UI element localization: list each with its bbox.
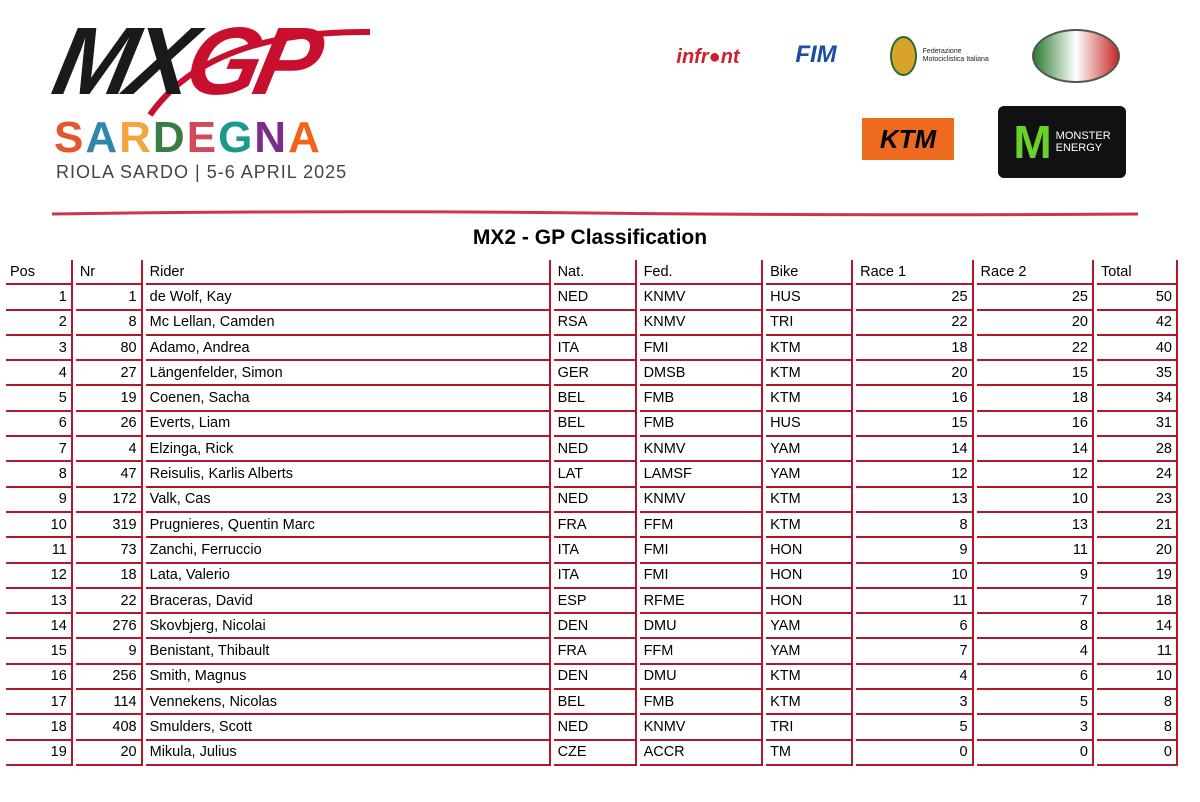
cell-bike: TRI	[766, 311, 853, 336]
cell-fed: RFME	[640, 589, 764, 614]
sardinia-logo	[1032, 26, 1120, 86]
cell-nr: 9	[76, 639, 143, 664]
cell-pos: 9	[6, 488, 73, 513]
cell-race2: 12	[977, 462, 1094, 487]
cell-nat: DEN	[554, 665, 637, 690]
cell-race1: 14	[856, 437, 973, 462]
energy-word: ENERGY	[1055, 142, 1103, 154]
cell-total: 19	[1097, 564, 1178, 589]
table-row	[6, 462, 1178, 487]
cell-race1: 25	[856, 285, 973, 310]
cell-pos: 2	[6, 311, 73, 336]
table-row	[6, 589, 1178, 614]
cell-pos: 10	[6, 513, 73, 538]
table-row	[6, 690, 1178, 715]
cell-fed: KNMV	[640, 715, 764, 740]
event-subtitle: RIOLA SARDO | 5-6 APRIL 2025	[56, 162, 348, 182]
cell-race2: 9	[977, 564, 1094, 589]
event-name-letter: S	[54, 113, 86, 162]
cell-nat: ITA	[554, 336, 637, 361]
table-row	[6, 386, 1178, 411]
cell-rider: Benistant, Thibault	[146, 639, 551, 664]
event-name-letter: G	[218, 113, 255, 162]
cell-race2: 14	[977, 437, 1094, 462]
cell-race1: 22	[856, 311, 973, 336]
cell-rider: Reisulis, Karlis Alberts	[146, 462, 551, 487]
cell-pos: 12	[6, 564, 73, 589]
monster-claw-icon: M	[1013, 116, 1052, 168]
cell-nat: FRA	[554, 639, 637, 664]
cell-total: 21	[1097, 513, 1178, 538]
cell-total: 50	[1097, 285, 1178, 310]
cell-fed: LAMSF	[640, 462, 764, 487]
cell-bike: KTM	[766, 336, 853, 361]
cell-total: 8	[1097, 715, 1178, 740]
cell-nr: 47	[76, 462, 143, 487]
cell-race2: 10	[977, 488, 1094, 513]
cell-rider: Everts, Liam	[146, 412, 551, 437]
cell-race1: 0	[856, 741, 973, 766]
cell-bike: HON	[766, 564, 853, 589]
cell-rider: Smulders, Scott	[146, 715, 551, 740]
table-row	[6, 715, 1178, 740]
cell-nat: NED	[554, 437, 637, 462]
cell-fed: FMI	[640, 564, 764, 589]
column-header-rider: Rider	[146, 260, 551, 285]
cell-nat: RSA	[554, 311, 637, 336]
cell-rider: Lata, Valerio	[146, 564, 551, 589]
cell-race2: 13	[977, 513, 1094, 538]
cell-nr: 27	[76, 361, 143, 386]
cell-nr: 276	[76, 614, 143, 639]
cell-total: 28	[1097, 437, 1178, 462]
event-name-letter: A	[288, 113, 322, 162]
cell-total: 42	[1097, 311, 1178, 336]
cell-nr: 4	[76, 437, 143, 462]
table-row	[6, 614, 1178, 639]
cell-nr: 22	[76, 589, 143, 614]
cell-pos: 5	[6, 386, 73, 411]
cell-bike: KTM	[766, 386, 853, 411]
monster-wordmark	[1056, 130, 1111, 154]
header-divider	[52, 210, 1138, 218]
cell-nat: ESP	[554, 589, 637, 614]
cell-rider: Coenen, Sacha	[146, 386, 551, 411]
cell-race2: 8	[977, 614, 1094, 639]
cell-bike: YAM	[766, 462, 853, 487]
cell-pos: 4	[6, 361, 73, 386]
fmi-badge-icon	[890, 36, 917, 76]
cell-nr: 172	[76, 488, 143, 513]
table-row	[6, 361, 1178, 386]
cell-race1: 12	[856, 462, 973, 487]
cell-total: 34	[1097, 386, 1178, 411]
cell-nr: 73	[76, 538, 143, 563]
cell-race2: 3	[977, 715, 1094, 740]
cell-rider: de Wolf, Kay	[146, 285, 551, 310]
cell-rider: Mikula, Julius	[146, 741, 551, 766]
cell-fed: FMB	[640, 412, 764, 437]
cell-nat: BEL	[554, 386, 637, 411]
cell-nat: ITA	[554, 564, 637, 589]
table-header-row	[6, 260, 1178, 285]
cell-race2: 5	[977, 690, 1094, 715]
cell-fed: DMU	[640, 614, 764, 639]
cell-total: 31	[1097, 412, 1178, 437]
cell-rider: Mc Lellan, Camden	[146, 311, 551, 336]
column-header-bike: Bike	[766, 260, 853, 285]
cell-bike: YAM	[766, 614, 853, 639]
cell-pos: 6	[6, 412, 73, 437]
page-title: MX2 - GP Classification	[472, 226, 708, 249]
cell-race1: 11	[856, 589, 973, 614]
cell-rider: Braceras, David	[146, 589, 551, 614]
cell-race1: 3	[856, 690, 973, 715]
cell-rider: Adamo, Andrea	[146, 336, 551, 361]
cell-race1: 4	[856, 665, 973, 690]
ktm-logo: KTM	[862, 118, 954, 160]
cell-pos: 11	[6, 538, 73, 563]
event-name-letter: N	[254, 113, 289, 162]
cell-race1: 10	[856, 564, 973, 589]
cell-nr: 408	[76, 715, 143, 740]
cell-nr: 114	[76, 690, 143, 715]
cell-nr: 319	[76, 513, 143, 538]
cell-pos: 3	[6, 336, 73, 361]
table-row	[6, 741, 1178, 766]
cell-total: 0	[1097, 741, 1178, 766]
page-header	[0, 0, 1200, 230]
cell-pos: 14	[6, 614, 73, 639]
cell-bike: KTM	[766, 361, 853, 386]
cell-nat: DEN	[554, 614, 637, 639]
cell-pos: 19	[6, 741, 73, 766]
cell-race2: 4	[977, 639, 1094, 664]
cell-nr: 26	[76, 412, 143, 437]
cell-total: 23	[1097, 488, 1178, 513]
cell-nat: NED	[554, 488, 637, 513]
table-row	[6, 336, 1178, 361]
cell-fed: FMI	[640, 538, 764, 563]
cell-total: 35	[1097, 361, 1178, 386]
cell-race1: 5	[856, 715, 973, 740]
cell-fed: KNMV	[640, 285, 764, 310]
cell-race1: 20	[856, 361, 973, 386]
infront-logo: infr●nt	[676, 45, 740, 68]
cell-rider: Skovbjerg, Nicolai	[146, 614, 551, 639]
cell-bike: TRI	[766, 715, 853, 740]
cell-total: 24	[1097, 462, 1178, 487]
cell-fed: KNMV	[640, 311, 764, 336]
column-header-nr: Nr	[76, 260, 143, 285]
cell-bike: YAM	[766, 437, 853, 462]
cell-bike: YAM	[766, 639, 853, 664]
cell-bike: HON	[766, 589, 853, 614]
cell-nat: NED	[554, 285, 637, 310]
cell-race2: 7	[977, 589, 1094, 614]
cell-bike: KTM	[766, 513, 853, 538]
mxgp-logo	[44, 8, 327, 115]
cell-race2: 11	[977, 538, 1094, 563]
table-row	[6, 311, 1178, 336]
cell-total: 40	[1097, 336, 1178, 361]
column-header-race2: Race 2	[977, 260, 1094, 285]
cell-nat: ITA	[554, 538, 637, 563]
cell-pos: 7	[6, 437, 73, 462]
event-name-letter: R	[119, 113, 153, 162]
cell-race1: 18	[856, 336, 973, 361]
cell-pos: 1	[6, 285, 73, 310]
cell-bike: KTM	[766, 488, 853, 513]
fim-logo: FIM	[795, 41, 837, 68]
cell-rider: Prugnieres, Quentin Marc	[146, 513, 551, 538]
cell-bike: TM	[766, 741, 853, 766]
table-row	[6, 412, 1178, 437]
cell-race1: 6	[856, 614, 973, 639]
cell-rider: Elzinga, Rick	[146, 437, 551, 462]
event-name-letter: A	[85, 113, 120, 162]
cell-fed: FMI	[640, 336, 764, 361]
table-row	[6, 538, 1178, 563]
cell-fed: FFM	[640, 513, 764, 538]
cell-race1: 13	[856, 488, 973, 513]
cell-rider: Längenfelder, Simon	[146, 361, 551, 386]
cell-nat: NED	[554, 715, 637, 740]
cell-nat: BEL	[554, 412, 637, 437]
cell-race1: 15	[856, 412, 973, 437]
cell-rider: Zanchi, Ferruccio	[146, 538, 551, 563]
table-row	[6, 488, 1178, 513]
cell-total: 11	[1097, 639, 1178, 664]
cell-nr: 1	[76, 285, 143, 310]
cell-nat: FRA	[554, 513, 637, 538]
cell-fed: FMB	[640, 690, 764, 715]
cell-race2: 6	[977, 665, 1094, 690]
cell-nat: CZE	[554, 741, 637, 766]
column-header-fed: Fed.	[640, 260, 764, 285]
table-row	[6, 639, 1178, 664]
cell-bike: HON	[766, 538, 853, 563]
cell-race1: 8	[856, 513, 973, 538]
cell-pos: 15	[6, 639, 73, 664]
cell-race2: 0	[977, 741, 1094, 766]
cell-fed: DMSB	[640, 361, 764, 386]
cell-race2: 15	[977, 361, 1094, 386]
cell-total: 18	[1097, 589, 1178, 614]
cell-pos: 17	[6, 690, 73, 715]
cell-bike: HUS	[766, 285, 853, 310]
cell-race2: 16	[977, 412, 1094, 437]
cell-fed: ACCR	[640, 741, 764, 766]
cell-rider: Valk, Cas	[146, 488, 551, 513]
classification-table	[3, 260, 1181, 766]
cell-bike: KTM	[766, 690, 853, 715]
event-name-letter: D	[152, 113, 187, 162]
cell-rider: Vennekens, Nicolas	[146, 690, 551, 715]
cell-nat: BEL	[554, 690, 637, 715]
table-row	[6, 513, 1178, 538]
cell-fed: KNMV	[640, 488, 764, 513]
cell-nr: 19	[76, 386, 143, 411]
logo-mx: MX	[44, 8, 200, 115]
cell-nr: 256	[76, 665, 143, 690]
cell-nr: 20	[76, 741, 143, 766]
event-name-letter: E	[186, 113, 219, 162]
cell-nr: 80	[76, 336, 143, 361]
sardinia-badge-icon	[1032, 29, 1120, 83]
cell-race2: 22	[977, 336, 1094, 361]
cell-race1: 16	[856, 386, 973, 411]
table-row	[6, 564, 1178, 589]
cell-race2: 20	[977, 311, 1094, 336]
cell-pos: 16	[6, 665, 73, 690]
cell-bike: HUS	[766, 412, 853, 437]
event-name	[54, 113, 322, 162]
cell-race2: 25	[977, 285, 1094, 310]
cell-total: 8	[1097, 690, 1178, 715]
cell-pos: 8	[6, 462, 73, 487]
table-row	[6, 665, 1178, 690]
cell-pos: 13	[6, 589, 73, 614]
monster-energy-logo	[998, 106, 1126, 178]
cell-fed: KNMV	[640, 437, 764, 462]
cell-race1: 7	[856, 639, 973, 664]
cell-bike: KTM	[766, 665, 853, 690]
fmi-logo	[890, 34, 990, 78]
column-header-nat: Nat.	[554, 260, 637, 285]
cell-nr: 8	[76, 311, 143, 336]
cell-nat: LAT	[554, 462, 637, 487]
cell-race2: 18	[977, 386, 1094, 411]
cell-rider: Smith, Magnus	[146, 665, 551, 690]
cell-total: 10	[1097, 665, 1178, 690]
logo-gp: GP	[176, 8, 327, 115]
fmi-text: Federazione Motociclistica Italiana	[922, 48, 989, 63]
cell-fed: FMB	[640, 386, 764, 411]
cell-race1: 9	[856, 538, 973, 563]
column-header-total: Total	[1097, 260, 1178, 285]
cell-nr: 18	[76, 564, 143, 589]
table-row	[6, 437, 1178, 462]
cell-fed: DMU	[640, 665, 764, 690]
cell-fed: FFM	[640, 639, 764, 664]
cell-total: 14	[1097, 614, 1178, 639]
cell-pos: 18	[6, 715, 73, 740]
column-header-race1: Race 1	[856, 260, 973, 285]
table-row	[6, 285, 1178, 310]
cell-total: 20	[1097, 538, 1178, 563]
cell-nat: GER	[554, 361, 637, 386]
table-body	[6, 285, 1178, 766]
monster-word: MONSTER	[1055, 130, 1111, 142]
column-header-pos: Pos	[6, 260, 73, 285]
